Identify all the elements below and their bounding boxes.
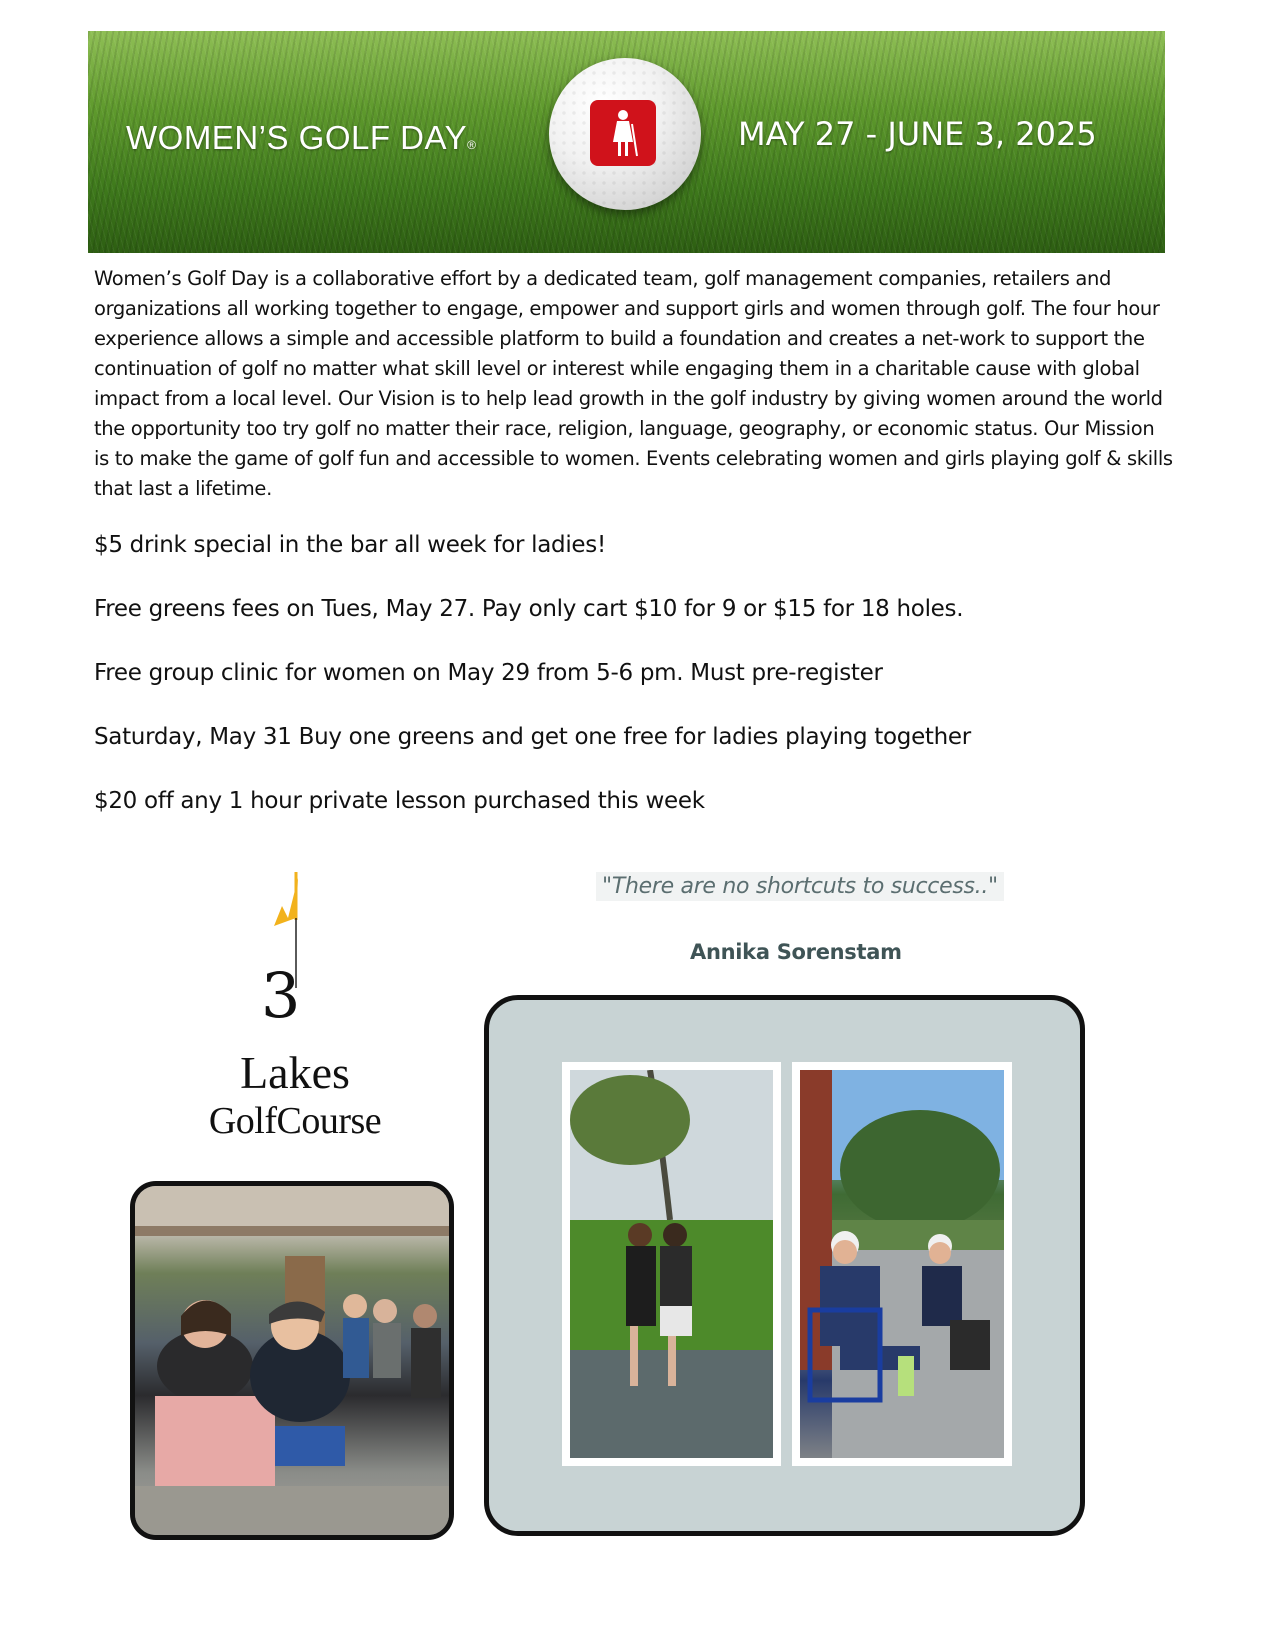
quote-author: Annika Sorenstam (690, 940, 902, 964)
quote-text: "There are no shortcuts to success.." (596, 872, 1004, 901)
logo-line2: GolfCourse (208, 1100, 382, 1142)
group-photo (130, 1181, 454, 1540)
photo-collage (484, 995, 1085, 1536)
promotion-item: Saturday, May 31 Buy one greens and get one free for ladies playing together (94, 724, 971, 750)
promotion-item: Free greens fees on Tues, May 27. Pay only cart $10 for 9 or $15 for 18 holes. (94, 596, 964, 622)
logo-number: 3 (261, 959, 301, 1032)
photo-women-seated (792, 1062, 1012, 1466)
promotion-item: Free group clinic for women on May 29 from 5-6 pm. Must pre-register (94, 660, 883, 686)
promotion-item: $20 off any 1 hour private lesson purchased this week (94, 788, 705, 814)
promotions-list (94, 530, 1194, 850)
banner (88, 31, 1165, 253)
woman-golfer-icon (590, 100, 656, 166)
banner-dates: MAY 27 - JUNE 3, 2025 (738, 115, 1097, 153)
promotion-item: $5 drink special in the bar all week for ladies! (94, 532, 606, 558)
photo-two-women-on-course (562, 1062, 781, 1466)
logo-line1: Lakes (240, 1047, 350, 1098)
course-logo (190, 870, 400, 1170)
intro-paragraph: Women’s Golf Day is a collaborative effort by a dedicated team, golf management companies, retailers and organizations all working together to engage, empower and support girls and women through golf. The four hour experience allows a simple and accessible platform to build a foundation and creates a net-work to support the continuation of golf no matter what skill level or interest while engaging them in a charitable cause with global impact from a local level. Our Vision is to help lead growth in the golf industry by giving women around the world the opportunity too try golf no matter their race, religion, language, geography, or economic status. Our Mission is to make the game of golf fun and accessible to women. Events celebrating women and girls playing golf & skills that last a lifetime. (94, 267, 1173, 500)
banner-title: WOMEN’S GOLF DAY® (126, 119, 477, 156)
registered-mark: ® (467, 138, 477, 152)
golf-ball-icon (549, 58, 701, 210)
